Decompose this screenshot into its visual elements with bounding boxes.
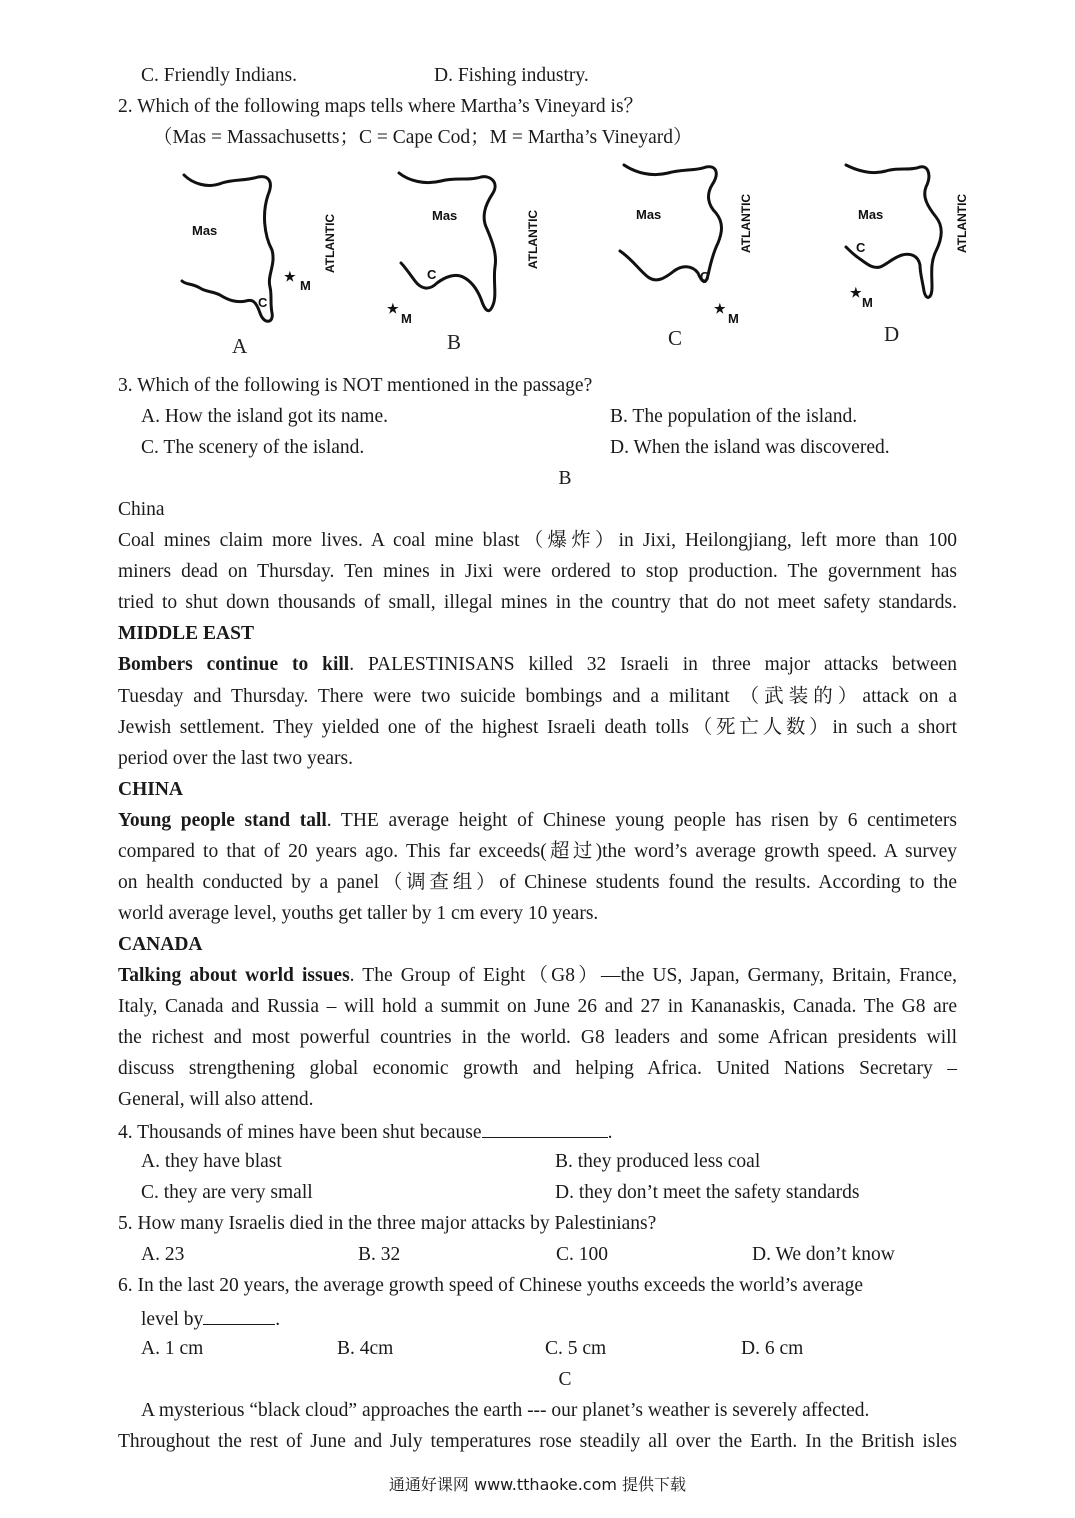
section-b-heading: B <box>558 468 572 489</box>
q5-option-a: A. 23 <box>141 1244 185 1265</box>
china2-line-1-text: . THE average height of Chinese young people has risen by 6 centimeters <box>326 810 957 831</box>
mideast-line-1 <box>118 653 957 677</box>
china2-line-3: on health conducted by a panel（调查组）of Chinese students found the results. According to the <box>118 872 957 893</box>
map-d <box>836 155 1006 355</box>
map-b-ocean-label: ATLANTIC <box>526 209 540 269</box>
china2-label: CHINA <box>118 779 184 800</box>
map-c-letter: C <box>668 326 683 350</box>
q5-option-d: D. We don’t know <box>752 1244 895 1265</box>
map-b-mas-label: Mas <box>432 208 458 223</box>
map-c-vineyard-label: M <box>728 311 739 326</box>
map-b-star-icon: ★ <box>387 301 399 316</box>
q3-option-b: B. The population of the island. <box>610 406 858 427</box>
map-d-vineyard-label: M <box>862 295 873 310</box>
section-c-line-1: A mysterious “black cloud” approaches the earth --- our planet’s weather is severely affected. <box>141 1400 870 1421</box>
map-d-letter: D <box>884 322 900 346</box>
map-a <box>172 155 342 358</box>
page-footer: 通通好课网 www.tthaoke.com 提供下载 <box>388 1475 687 1494</box>
q6-stem-line-1: 6. In the last 20 years, the average growth speed of Chinese youths exceeds the world’s average <box>118 1275 864 1296</box>
canada-label: CANADA <box>118 934 203 955</box>
china2-line-4: world average level, youths get taller by 1 cm every 10 years. <box>118 903 599 924</box>
china1-label: China <box>118 499 165 520</box>
map-a-letter: A <box>232 334 248 358</box>
map-a-mas-label: Mas <box>192 223 218 238</box>
q6-stem-end: . <box>275 1309 281 1330</box>
q2-stem: 2. Which of the following maps tells where Martha’s Vineyard is？ <box>118 96 644 117</box>
canada-line-4: discuss strengthening global economic growth and helping Africa. United Nations Secretary – <box>118 1058 957 1079</box>
map-b-letter: B <box>447 330 462 354</box>
map-c-mas-label: Mas <box>636 207 662 222</box>
q6-stem-2: level by <box>141 1309 204 1330</box>
q3-option-d: D. When the island was discovered. <box>610 437 890 458</box>
map-d-mas-label: Mas <box>858 207 884 222</box>
q5-option-b: B. 32 <box>358 1244 401 1265</box>
canada-line-1 <box>118 964 957 988</box>
map-c-ocean-label: ATLANTIC <box>739 193 753 253</box>
section-c-line-2: Throughout the rest of June and July temperatures rose steadily all over the Earth. In the British isles <box>118 1431 957 1452</box>
map-d-star-icon: ★ <box>850 285 862 300</box>
mideast-line-4: period over the last two years. <box>118 748 354 769</box>
q3-option-a: A. How the island got its name. <box>141 406 388 427</box>
q6-option-b: B. 4cm <box>337 1338 394 1359</box>
q5-stem: 5. How many Israelis died in the three major attacks by Palestinians? <box>118 1213 657 1234</box>
map-c-star-icon: ★ <box>714 301 726 316</box>
china2-line-2: compared to that of 20 years ago. This far exceeds(超过)the word’s average growth speed. A survey <box>118 841 957 862</box>
canada-line-2: Italy, Canada and Russia – will hold a summit on June 26 and 27 in Kananaskis, Canada. The G8 are <box>118 996 957 1017</box>
q4-option-c: C. they are very small <box>141 1182 313 1203</box>
map-d-ocean-label: ATLANTIC <box>955 193 969 253</box>
q4-stem: 4. Thousands of mines have been shut because <box>118 1122 482 1143</box>
china2-line-1 <box>118 809 957 833</box>
china1-line-3: tried to shut down thousands of small, illegal mines in the country that do not meet safety standards. <box>118 592 957 613</box>
map-c-cape-cod-label: C <box>700 269 710 284</box>
q4-option-b: B. they produced less coal <box>555 1151 761 1172</box>
q6-option-a: A. 1 cm <box>141 1338 204 1359</box>
map-a-cape-cod-label: C <box>258 295 268 310</box>
canada-line-3: the richest and most powerful countries in the world. G8 leaders and some African presidents will <box>118 1027 957 1048</box>
map-a-ocean-label: ATLANTIC <box>323 213 337 273</box>
q3-option-c: C. The scenery of the island. <box>141 437 365 458</box>
china1-line-2: miners dead on Thursday. Ten mines in Jixi were ordered to stop production. The government has <box>118 561 957 582</box>
map-b <box>385 155 555 355</box>
q2-legend: （Mas = Massachusetts；C = Cape Cod；M = Martha’s Vineyard） <box>153 127 693 148</box>
map-a-star-icon: ★ <box>284 269 296 284</box>
canada-line-1-text: . The Group of Eight（G8）—the US, Japan, Germany, Britain, France, <box>349 965 958 986</box>
map-d-cape-cod-label: C <box>856 240 866 255</box>
q3-stem: 3. Which of the following is NOT mentioned in the passage? <box>118 375 593 396</box>
china1-line-1: Coal mines claim more lives. A coal mine blast（爆炸）in Jixi, Heilongjiang, left more than 100 <box>118 530 957 551</box>
map-c <box>612 155 782 355</box>
q6-option-c: C. 5 cm <box>545 1338 607 1359</box>
mideast-title: Bombers continue to kill <box>118 654 350 675</box>
q1-option-c: C. Friendly Indians. <box>141 65 297 86</box>
mideast-line-3: Jewish settlement. They yielded one of the highest Israeli death tolls（死亡人数）in such a short <box>118 717 957 738</box>
q6-option-d: D. 6 cm <box>741 1338 804 1359</box>
mideast-line-2: Tuesday and Thursday. There were two suicide bombings and a militant （武装的）attack on a <box>118 686 957 707</box>
q1-option-d: D. Fishing industry. <box>434 65 589 86</box>
q4-option-a: A. they have blast <box>141 1151 282 1172</box>
q4-option-d: D. they don’t meet the safety standards <box>555 1182 860 1203</box>
q4-stem-end: . <box>607 1122 613 1143</box>
mideast-line-1-text: . PALESTINISANS killed 32 Israeli in three major attacks between <box>349 654 958 675</box>
canada-title: Talking about world issues <box>118 965 350 986</box>
map-b-cape-cod-label: C <box>427 267 437 282</box>
section-c-heading: C <box>558 1369 572 1390</box>
q5-option-c: C. 100 <box>556 1244 609 1265</box>
q6-stem-line-2 <box>141 1306 280 1332</box>
q4-answer-blank[interactable] <box>482 1119 608 1138</box>
q6-answer-blank[interactable] <box>203 1306 275 1325</box>
china2-title: Young people stand tall <box>118 810 327 831</box>
canada-line-5: General, will also attend. <box>118 1089 314 1110</box>
q4-stem-line <box>118 1119 612 1145</box>
mideast-label: MIDDLE EAST <box>118 623 254 644</box>
map-b-vineyard-label: M <box>401 311 412 326</box>
map-a-vineyard-label: M <box>300 278 311 293</box>
